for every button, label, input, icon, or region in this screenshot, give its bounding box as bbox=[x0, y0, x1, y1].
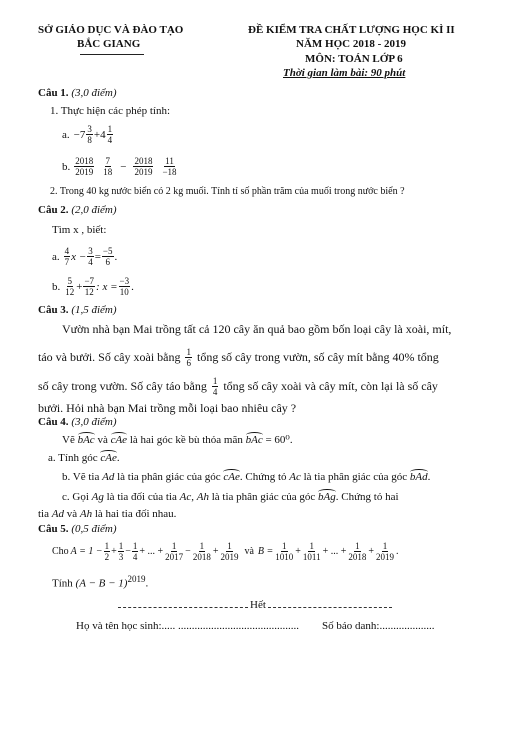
q2-b-plus: + bbox=[76, 280, 83, 293]
student-name-field: Họ và tên học sinh:..... ............................................ bbox=[76, 620, 300, 632]
province-name: BẮC GIANG bbox=[77, 38, 141, 50]
q1-b bbox=[62, 156, 179, 177]
q1-heading bbox=[38, 87, 117, 99]
end-label: Hết bbox=[250, 599, 266, 611]
q2-intro: Tìm x , biết: bbox=[52, 224, 107, 236]
q1-b-frac4: $\frac{11}{-18}$ bbox=[162, 156, 177, 177]
q2-a-dot: . bbox=[114, 250, 118, 263]
end-dash-left bbox=[118, 607, 248, 608]
q3-frac2: $\frac{1}{4}$ bbox=[212, 376, 218, 397]
angle-bag: bAg bbox=[318, 491, 336, 503]
q3-heading bbox=[38, 304, 117, 316]
angle-cae: cAe bbox=[223, 471, 240, 483]
q3-title: Câu 3. bbox=[38, 304, 69, 316]
angle-cae: cAe bbox=[100, 452, 117, 464]
q1-a-term: +4 bbox=[93, 128, 106, 141]
q5-frac: $\frac{1}{2018}$ bbox=[348, 541, 367, 562]
q3-line3-text: số cây trong vườn. Số cây táo bằng bbox=[38, 379, 207, 393]
school-year: NĂM HỌC 2018 - 2019 bbox=[296, 38, 406, 50]
q2-a bbox=[52, 246, 117, 267]
q1-item1: 1. Thực hiện các phép tính: bbox=[50, 105, 171, 117]
header-underline bbox=[80, 54, 144, 55]
exam-title: ĐỀ KIỂM TRA CHẤT LƯỢNG HỌC KÌ II bbox=[248, 24, 455, 36]
q2-b-label: b. bbox=[52, 280, 61, 293]
q3-line2 bbox=[38, 347, 439, 368]
q5-frac: $\frac{1}{1010}$ bbox=[275, 541, 294, 562]
q2-b-term: : x = bbox=[96, 280, 118, 293]
q1-b-frac2: $\frac{7}{18}$ bbox=[103, 156, 113, 177]
q4-points: (3,0 điểm) bbox=[71, 416, 117, 428]
q1-a-term: −7 bbox=[73, 128, 86, 141]
q1-a-frac1: $\frac{3}{8}$ bbox=[87, 124, 92, 145]
q4-c-line2: tia Ad và Ah là hai tia đối nhau. bbox=[38, 508, 177, 520]
q1-item2: 2. Trong 40 kg nước biển có 2 kg muối. Tính tỉ số phần trăm của muối trong nước biển ? bbox=[50, 186, 405, 197]
q3-points: (1,5 điểm) bbox=[71, 304, 117, 316]
q4-c: c. Gọi Ag là tia đối của tia Ac, Ah là tia phân giác của góc bAg. Chứng tỏ hai bbox=[62, 491, 399, 503]
q1-a-frac2: $\frac{1}{4}$ bbox=[107, 124, 113, 145]
q5-heading bbox=[38, 523, 117, 535]
q4-heading bbox=[38, 416, 117, 428]
q5-frac: $\frac{1}{2017}$ bbox=[165, 541, 184, 562]
q2-a-frac2: $\frac{3}{4}$ bbox=[88, 246, 93, 267]
subject: MÔN: TOÁN LỚP 6 bbox=[305, 53, 403, 65]
q3-line4: bưởi. Hỏi nhà bạn Mai trồng mỗi loại bao nhiêu cây ? bbox=[38, 401, 297, 415]
time-limit: Thời gian làm bài: 90 phút bbox=[283, 67, 406, 79]
end-dash-right bbox=[268, 607, 392, 608]
q4-b: b. Vẽ tia Ad là tia phân giác của góc cAe. Chứng tỏ Ac là tia phân giác của góc bAd. bbox=[62, 471, 431, 483]
q2-b-dot: . bbox=[131, 280, 134, 293]
q5-frac: $\frac{1}{1011}$ bbox=[302, 541, 321, 562]
angle-bac: bAc bbox=[245, 434, 263, 446]
q4-intro: Vẽ bAc và cAe là hai góc kề bù thỏa mãn bAc = 60⁰. bbox=[62, 434, 293, 446]
q2-title: Câu 2. bbox=[38, 204, 69, 216]
q2-b bbox=[52, 276, 134, 297]
q4-a: a. Tính góc cAe. bbox=[48, 452, 120, 464]
q1-points: (3,0 điểm) bbox=[71, 87, 117, 99]
q4-title: Câu 4. bbox=[38, 416, 69, 428]
q1-b-frac3: $\frac{2018}{2019}$ bbox=[134, 156, 153, 177]
q3-line2-rest: tổng số cây trong vườn, số cây mít bằng 40% tổng bbox=[196, 350, 439, 364]
q3-line3 bbox=[38, 376, 438, 397]
dept-name: SỞ GIÁO DỤC VÀ ĐÀO TẠO bbox=[38, 24, 184, 36]
q5-frac: $\frac{1}{2019}$ bbox=[220, 541, 239, 562]
q2-a-frac3: $\frac{-5}{6}$ bbox=[102, 246, 113, 267]
q2-a-frac1: $\frac{4}{7}$ bbox=[64, 246, 70, 267]
angle-cae: cAe bbox=[110, 434, 128, 446]
q2-b-frac2: $\frac{-7}{12}$ bbox=[84, 276, 95, 297]
q2-a-label: a. bbox=[52, 250, 60, 263]
q5-points: (0,5 điểm) bbox=[71, 523, 117, 535]
angle-bad: bAd bbox=[409, 471, 428, 483]
angle-bac: bAc bbox=[77, 434, 95, 446]
q1-b-minus: − bbox=[120, 160, 127, 173]
q1-b-frac1: $\frac{2018}{2019}$ bbox=[75, 156, 94, 177]
q2-points: (2,0 điểm) bbox=[71, 204, 117, 216]
q5-frac: $\frac{1}{2019}$ bbox=[376, 541, 394, 562]
q2-b-frac3: $\frac{-3}{10}$ bbox=[119, 276, 130, 297]
q2-heading bbox=[38, 204, 117, 216]
q5-title: Câu 5. bbox=[38, 523, 69, 535]
q5-frac: $\frac{1}{2018}$ bbox=[192, 541, 211, 562]
q1-b-label: b. bbox=[62, 160, 71, 173]
q5-frac: $\frac{1}{2}$ bbox=[104, 541, 110, 562]
q2-a-eq: = bbox=[94, 250, 101, 263]
q5-definition: Cho A = 1 − $\frac{1}{2}$ + $\frac{1}{3}$ − $\frac{1}{4}$ + ... + $\frac{1}{2017}$ − $\frac{1}{2018}$ + $\frac{1}{2019}$ và B = $\frac{1}{1010}$ + $\frac{1}{1011}$ + ... + $\frac{1}{2018}$ + $\frac{1}{2019}$ . bbox=[52, 541, 399, 562]
q3-line2-text: táo và bưởi. Số cây xoài bằng bbox=[38, 350, 181, 364]
q3-frac1: $\frac{1}{6}$ bbox=[186, 347, 191, 368]
q1-a-label: a. bbox=[62, 128, 70, 141]
q5-frac: $\frac{1}{3}$ bbox=[118, 541, 124, 562]
q2-b-frac1: $\frac{5}{12}$ bbox=[65, 276, 75, 297]
q5-task: Tính $(A - B - 1)^{2019}$. bbox=[52, 574, 149, 590]
candidate-number-field: Số báo danh:.................... bbox=[322, 620, 435, 632]
q5-frac: $\frac{1}{4}$ bbox=[132, 541, 138, 562]
q3-line1: Vườn nhà bạn Mai trồng tất cả 120 cây ăn quả bao gồm bốn loại cây là xoài, mít, bbox=[62, 322, 452, 336]
q1-a bbox=[62, 124, 114, 145]
q1-title: Câu 1. bbox=[38, 87, 69, 99]
q3-line3-rest: tổng số cây xoài và cây mít, còn lại là số cây bbox=[223, 379, 438, 393]
q2-a-term: x − bbox=[71, 250, 87, 263]
